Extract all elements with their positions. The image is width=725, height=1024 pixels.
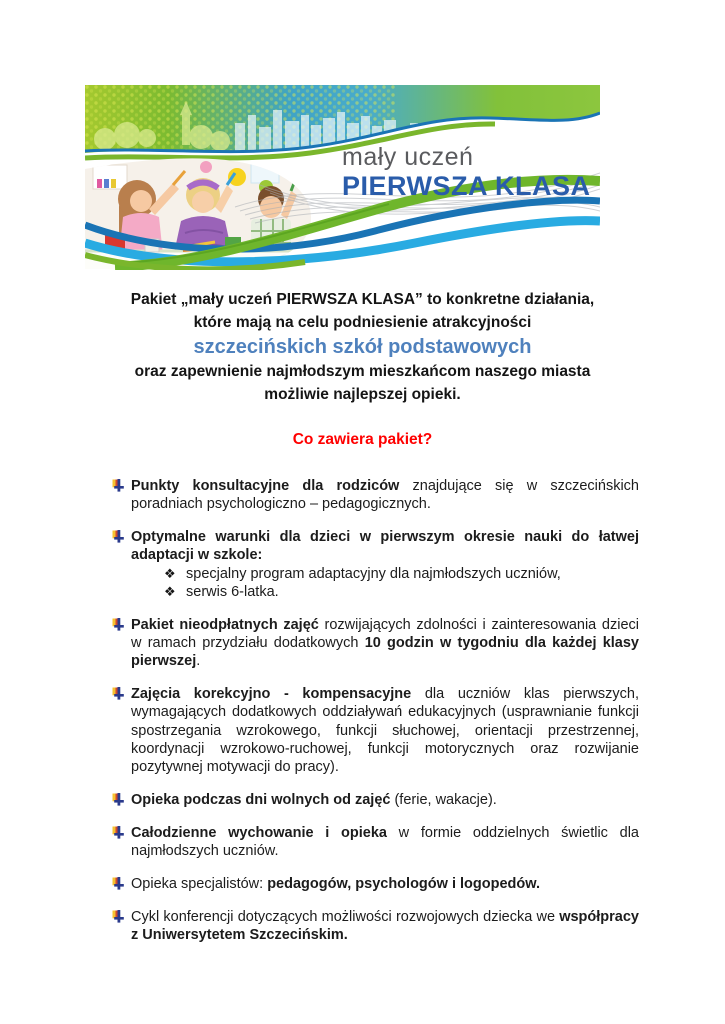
text-run: Opieka specjalistów: bbox=[131, 876, 268, 893]
text-run: 10 godzin w tygodniu dla każdej klasy pierwszej bbox=[131, 635, 639, 670]
header-banner bbox=[85, 85, 600, 270]
colored-arrow-bullet-icon bbox=[112, 687, 124, 700]
intro-line: oraz zapewnienie najmłodszym mieszkańcom naszego miasta bbox=[134, 363, 591, 380]
list-item bbox=[86, 528, 639, 601]
list-item bbox=[86, 791, 639, 809]
sub-item-text: specjalny program adaptacyjny dla najmłodszych uczniów, bbox=[186, 565, 561, 582]
text-run: dla uczniów klas pierwszych, wymagających dodatkowych oddziaływań edukacyjnych (usprawnianie funkcji spostrzegania wzrokowego, funkcji słuchowej, orientacji przestrzennej, koordynacji wzrokowo-ruchowej, funkcji motorycznych oraz rozwijanie pozytywnej motywacji do pracy). bbox=[131, 686, 639, 776]
package-list bbox=[86, 477, 639, 944]
colored-arrow-bullet-icon bbox=[112, 479, 124, 492]
intro-line: Pakiet „mały uczeń PIERWSZA KLASA” to konkretne działania, bbox=[130, 291, 595, 308]
text-run: Cykl konferencji dotyczących możliwości rozwojowych dziecka we bbox=[131, 908, 560, 925]
colored-arrow-bullet-icon bbox=[112, 530, 124, 543]
text-run: w formie oddzielnych świetlic dla najmłodszych uczniów. bbox=[131, 824, 639, 860]
item-text bbox=[131, 529, 639, 563]
diamond-bullet-icon: ❖ bbox=[164, 583, 176, 599]
sub-list-item bbox=[131, 565, 639, 583]
list-item bbox=[86, 908, 639, 945]
package-contents bbox=[86, 477, 639, 959]
colored-arrow-bullet-icon bbox=[112, 877, 124, 890]
text-run: znajdujące się w szczecińskich poradniach psychologiczno – pedagogicznych. bbox=[131, 478, 639, 513]
sub-list-item bbox=[131, 583, 639, 601]
colored-arrow-bullet-icon bbox=[112, 618, 124, 631]
text-run: Opieka podczas dni wolnych od zajęć bbox=[131, 792, 391, 809]
item-text bbox=[131, 617, 639, 670]
list-item bbox=[86, 616, 639, 671]
text-run: Pakiet nieodpłatnych zajęć bbox=[131, 616, 319, 633]
intro-line: szczecińskich szkół podstawowych bbox=[193, 336, 532, 358]
colored-arrow-bullet-icon bbox=[112, 910, 124, 923]
text-run: Całodzienne wychowanie i opieka bbox=[131, 824, 387, 841]
text-run: (ferie, wakacje). bbox=[390, 792, 497, 809]
section-heading: Co zawiera pakiet? bbox=[292, 431, 433, 448]
item-text bbox=[131, 825, 639, 859]
logo-title: PIERWSZA KLASA bbox=[342, 171, 591, 201]
intro-paragraph bbox=[86, 288, 639, 406]
text-run: Optymalne warunki dla dzieci w pierwszym okresie nauki do łatwej adaptacji w szkole: bbox=[131, 529, 639, 564]
logo-subtitle: mały uczeń bbox=[342, 143, 474, 171]
item-text bbox=[131, 792, 497, 808]
item-text bbox=[131, 478, 639, 512]
text-run: współpracy z Uniwersytetem Szczecińskim. bbox=[131, 908, 639, 944]
intro-line: które mają na celu podniesienie atrakcyjności bbox=[193, 314, 532, 331]
text-run: Zajęcia korekcyjno - kompensacyjne bbox=[131, 686, 412, 703]
text-run: pedagogów, psychologów i logopedów. bbox=[267, 876, 541, 893]
colored-arrow-bullet-icon bbox=[112, 826, 124, 839]
colored-arrow-bullet-icon bbox=[112, 793, 124, 806]
item-text bbox=[131, 909, 639, 943]
intro-line: możliwie najlepszej opieki. bbox=[264, 386, 461, 403]
diamond-bullet-icon: ❖ bbox=[164, 565, 176, 581]
text-run: rozwijających zdolności i zainteresowania dzieci w ramach przydziału dodatkowych bbox=[131, 616, 639, 652]
program-logo bbox=[342, 143, 591, 201]
list-item bbox=[86, 824, 639, 861]
list-item bbox=[86, 477, 639, 514]
text-run: . bbox=[196, 653, 201, 670]
list-item bbox=[86, 875, 639, 893]
item-text bbox=[131, 876, 540, 892]
sub-item-text: serwis 6-latka. bbox=[186, 583, 279, 600]
item-text bbox=[131, 686, 639, 775]
text-run: Punkty konsultacyjne dla rodziców bbox=[131, 478, 400, 494]
sub-list bbox=[131, 565, 639, 602]
list-item bbox=[86, 685, 639, 776]
